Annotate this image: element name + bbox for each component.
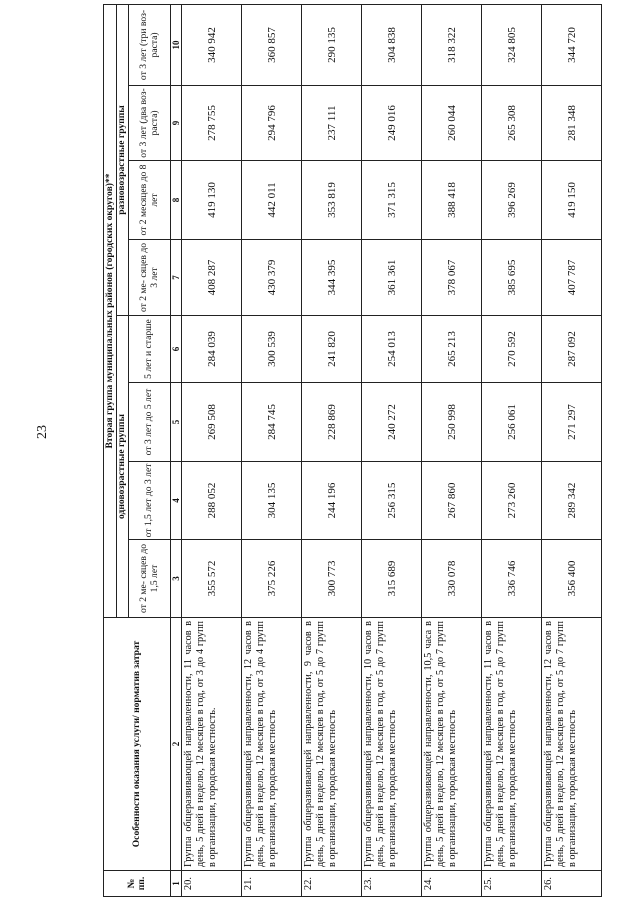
cost-value-cell: 360 857 xyxy=(242,4,302,85)
row-description: Группа общеразвивающей направленности, 10 часов в день, 5 дней в неделю, 12 месяцев в год, от 5 до 7 групп в организации, городская местность xyxy=(362,618,422,871)
cost-value-cell: 375 226 xyxy=(242,540,302,618)
cost-value-cell: 244 196 xyxy=(302,462,362,540)
cost-value-cell: 419 130 xyxy=(182,161,242,240)
cost-value-cell: 388 418 xyxy=(422,161,482,240)
cost-value-cell: 241 820 xyxy=(302,316,362,383)
row-description: Группа общеразвивающей направленности, 9 часов в день, 5 дней в неделю, 12 месяцев в год, от 5 до 7 групп в организации, городская местность xyxy=(302,618,362,871)
cost-value-cell: 271 297 xyxy=(542,383,602,462)
column-number: 9 xyxy=(171,86,182,161)
cost-value-cell: 240 272 xyxy=(362,383,422,462)
column-number: 1 xyxy=(171,871,182,897)
cost-value-cell: 250 998 xyxy=(422,383,482,462)
cost-value-cell: 265 213 xyxy=(422,316,482,383)
cost-value-cell: 267 860 xyxy=(422,462,482,540)
cost-value-cell: 289 342 xyxy=(542,462,602,540)
cost-value-cell: 315 689 xyxy=(362,540,422,618)
header-sub-col-9: от 3 лет (два воз- раста) xyxy=(129,86,171,161)
column-number: 7 xyxy=(171,240,182,316)
header-description-column: Особенности оказания услуги/ норматив затрат xyxy=(104,618,171,871)
table-row xyxy=(542,4,602,896)
cost-value-cell: 385 695 xyxy=(482,240,542,316)
table-row xyxy=(422,4,482,896)
column-number: 6 xyxy=(171,316,182,383)
cost-value-cell: 378 067 xyxy=(422,240,482,316)
cost-value-cell: 228 869 xyxy=(302,383,362,462)
row-number: 26. xyxy=(542,871,602,897)
cost-value-cell: 284 745 xyxy=(242,383,302,462)
cost-value-cell: 290 135 xyxy=(302,4,362,85)
cost-value-cell: 340 942 xyxy=(182,4,242,85)
cost-value-cell: 304 838 xyxy=(362,4,422,85)
header-group-title: Вторая группа муниципальных районов (городских округов)** xyxy=(104,4,117,617)
cost-value-cell: 260 044 xyxy=(422,86,482,161)
cost-norms-table xyxy=(103,4,602,897)
cost-value-cell: 254 013 xyxy=(362,316,422,383)
cost-value-cell: 324 805 xyxy=(482,4,542,85)
row-number: 24. xyxy=(422,871,482,897)
cost-value-cell: 355 572 xyxy=(182,540,242,618)
cost-value-cell: 344 395 xyxy=(302,240,362,316)
cost-value-cell: 407 787 xyxy=(542,240,602,316)
column-number: 8 xyxy=(171,161,182,240)
cost-value-cell: 353 819 xyxy=(302,161,362,240)
row-description: Группа общеразвивающей направленности, 11 часов в день, 5 дней в неделю, 12 месяцев в год, от 3 до 4 групп в организации, городская местность. xyxy=(182,618,242,871)
cost-value-cell: 256 315 xyxy=(362,462,422,540)
column-number: 5 xyxy=(171,383,182,462)
table-row xyxy=(482,4,542,896)
cost-value-cell: 269 508 xyxy=(182,383,242,462)
cost-value-cell: 294 796 xyxy=(242,86,302,161)
table-row xyxy=(302,4,362,896)
page-number: 23 xyxy=(35,425,50,439)
header-sub-col-6: 5 лет и старше xyxy=(129,316,171,383)
cost-value-cell: 273 260 xyxy=(482,462,542,540)
header-same-age-groups: одновозрастные группы xyxy=(117,316,129,618)
cost-value-cell: 356 400 xyxy=(542,540,602,618)
cost-value-cell: 330 078 xyxy=(422,540,482,618)
cost-value-cell: 300 773 xyxy=(302,540,362,618)
header-sub-col-10: от 3 лет (три воз- раста) xyxy=(129,4,171,85)
table-row xyxy=(362,4,422,896)
column-number: 4 xyxy=(171,462,182,540)
rotated-table-container xyxy=(103,5,617,897)
header-mixed-age-groups: разновозрастные группы xyxy=(117,4,129,315)
row-number: 21. xyxy=(242,871,302,897)
cost-value-cell: 336 746 xyxy=(482,540,542,618)
cost-value-cell: 304 135 xyxy=(242,462,302,540)
cost-value-cell: 361 361 xyxy=(362,240,422,316)
column-number: 2 xyxy=(171,618,182,871)
cost-value-cell: 270 592 xyxy=(482,316,542,383)
cost-value-cell: 408 287 xyxy=(182,240,242,316)
table-row xyxy=(242,4,302,896)
row-number: 25. xyxy=(482,871,542,897)
cost-value-cell: 344 720 xyxy=(542,4,602,85)
row-number: 22. xyxy=(302,871,362,897)
header-sub-col-3: от 2 ме- сяцев до 1,5 лет xyxy=(129,540,171,618)
cost-value-cell: 419 150 xyxy=(542,161,602,240)
cost-value-cell: 287 092 xyxy=(542,316,602,383)
header-sub-col-4: от 1,5 лет до 3 лет xyxy=(129,462,171,540)
cost-value-cell: 300 539 xyxy=(242,316,302,383)
cost-value-cell: 288 052 xyxy=(182,462,242,540)
cost-value-cell: 371 315 xyxy=(362,161,422,240)
cost-value-cell: 442 011 xyxy=(242,161,302,240)
column-number: 3 xyxy=(171,540,182,618)
cost-value-cell: 249 016 xyxy=(362,86,422,161)
cost-value-cell: 318 322 xyxy=(422,4,482,85)
header-sub-col-5: от 3 лет до 5 лет xyxy=(129,383,171,462)
row-description: Группа общеразвивающей направленности, 12 часов в день, 5 дней в неделю, 12 месяцев в год, от 5 до 7 групп в организации, городская местность xyxy=(542,618,602,871)
column-numbers-row xyxy=(171,4,182,896)
row-description: Группа общеразвивающей направленности, 12 часов в день, 5 дней в неделю, 12 месяцев в год, от 3 до 4 групп в организации, городская местность xyxy=(242,618,302,871)
table-row xyxy=(182,4,242,896)
cost-value-cell: 265 308 xyxy=(482,86,542,161)
header-sub-col-7: от 2 ме- сяцев до 3 лет xyxy=(129,240,171,316)
column-number: 10 xyxy=(171,4,182,85)
cost-value-cell: 237 111 xyxy=(302,86,362,161)
header-sub-col-8: от 2 месяцев до 8 лет xyxy=(129,161,171,240)
cost-value-cell: 278 755 xyxy=(182,86,242,161)
cost-value-cell: 430 379 xyxy=(242,240,302,316)
row-number: 20. xyxy=(182,871,242,897)
header-number-column: № пп. xyxy=(104,871,171,897)
row-description: Группа общеразвивающей направленности, 10,5 часа в день, 5 дней в неделю, 12 месяцев в год, от 5 до 7 групп в организации, городская местность xyxy=(422,618,482,871)
cost-value-cell: 396 269 xyxy=(482,161,542,240)
row-number: 23. xyxy=(362,871,422,897)
row-description: Группа общеразвивающей направленности, 11 часов в день, 5 дней в неделю, 12 месяцев в год, от 5 до 7 групп в организации, городская местность xyxy=(482,618,542,871)
cost-value-cell: 281 348 xyxy=(542,86,602,161)
cost-value-cell: 284 039 xyxy=(182,316,242,383)
cost-value-cell: 256 061 xyxy=(482,383,542,462)
